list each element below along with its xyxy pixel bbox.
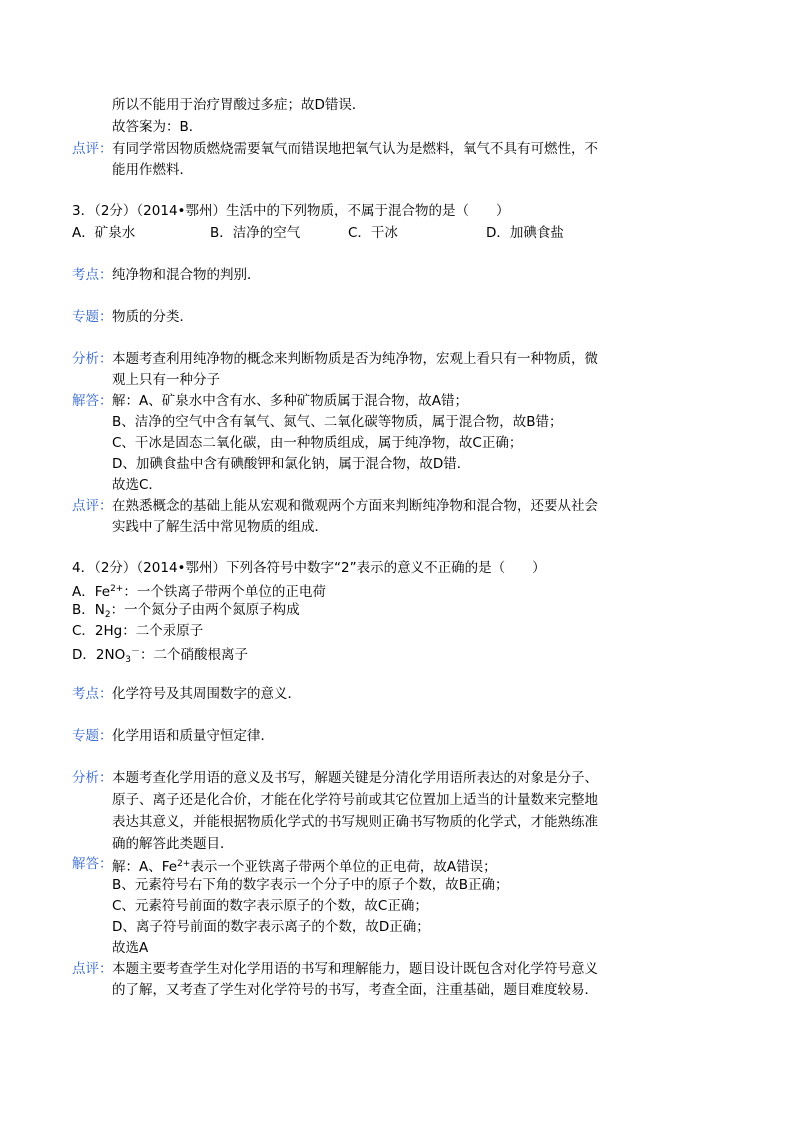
q3-jieda-line-5: 故选C． xyxy=(112,477,162,493)
analysis-tail: 所以不能用于治疗胃酸过多症；故D错误． xyxy=(112,97,366,113)
q3-dianping-line-1: 在熟悉概念的基础上能从宏观和微观两个方面来判断纯净物和混合物，还要从社会 xyxy=(112,498,598,514)
q4-zhuanti: 化学用语和质量守恒定律． xyxy=(112,728,274,744)
q4-option-c: C．2Hg：二个汞原子 xyxy=(72,623,204,639)
q4-option-b-subscript: 2 xyxy=(104,610,111,620)
q4-fenxi-line-4: 确的解答此类题目． xyxy=(112,836,234,852)
q3-jieda-line-1: 解：A、矿泉水中含有水、多种矿物质属于混合物，故A错； xyxy=(112,393,468,409)
q3-option-c: C．干冰 xyxy=(348,225,398,241)
q4-jieda-line-2: B、元素符号右下角的数字表示一个分子中的原子个数，故B正确； xyxy=(112,877,509,893)
comment-line-1: 有同学常因物质燃烧需要氧气而错误地把氧气认为是燃料，氧气不具有可燃性，不 xyxy=(112,141,598,157)
q3-jieda-label: 解答： xyxy=(72,393,113,409)
comment-label: 点评： xyxy=(72,141,113,157)
q3-dianping-label: 点评： xyxy=(72,498,113,514)
q3-zhuanti-label: 专题： xyxy=(72,309,113,325)
q4-option-d-text: ：二个硝酸根离子 xyxy=(139,647,248,663)
q4-option-a-text: ：一个铁离子带两个单位的正电荷 xyxy=(123,584,326,600)
q3-zhuanti: 物质的分类． xyxy=(112,309,193,325)
q4-dianping-line-2: 的了解，又考查了学生对化学符号的书写，考查全面，注重基础，题目难度较易． xyxy=(112,982,598,998)
answer-line: 故答案为：B． xyxy=(112,119,203,135)
q3-option-d: D．加碘食盐 xyxy=(486,225,564,241)
q4-jieda-line-1-charge: 2+ xyxy=(177,859,191,869)
q4-option-a-formula: A．Fe xyxy=(72,584,111,600)
q4-jieda-line-3: C、元素符号前面的数字表示原子的个数，故C正确； xyxy=(112,898,428,914)
q4-dianping-label: 点评： xyxy=(72,961,113,977)
q4-jieda-line-1-text: 表示一个亚铁离子带两个单位的正电荷，故A错误； xyxy=(190,859,497,875)
q3-jieda-line-3: C、干冰是固态二氧化碳，由一种物质组成，属于纯净物，故C正确； xyxy=(112,435,523,451)
q4-zhuanti-label: 专题： xyxy=(72,728,113,744)
q4-stem: 4．（2分）（2014•鄂州）下列各符号中数字“2”表示的意义不正确的是（ ） xyxy=(72,560,546,576)
q3-option-a: A．矿泉水 xyxy=(72,225,136,241)
q4-option-d-formula: D．2NO xyxy=(72,647,126,663)
q4-kaodian: 化学符号及其周围数字的意义． xyxy=(112,686,301,702)
q4-option-d-charge: － xyxy=(130,647,140,657)
q4-option-d xyxy=(72,642,248,670)
q4-option-a-charge: 2+ xyxy=(110,584,124,594)
comment-line-2: 能用作燃料． xyxy=(112,162,193,178)
q4-option-d-subscript: 3 xyxy=(125,655,131,665)
q4-jieda-line-1 xyxy=(112,854,497,877)
q3-kaodian: 纯净物和混合物的判别． xyxy=(112,267,261,283)
q4-option-b-text: ：一个氮分子由两个氮原子构成 xyxy=(110,602,300,618)
q3-fenxi-line-1: 本题考查利用纯净物的概念来判断物质是否为纯净物，宏观上看只有一种物质，微 xyxy=(112,351,598,367)
q3-kaodian-label: 考点： xyxy=(72,267,113,283)
q4-fenxi-line-3: 表达其意义，并能根据物质化学式的书写规则正确书写物质的化学式，才能熟练准 xyxy=(112,814,598,830)
q3-jieda-line-2: B、洁净的空气中含有氧气、氮气、二氧化碳等物质，属于混合物，故B错； xyxy=(112,414,563,430)
q4-option-a xyxy=(72,579,326,602)
q4-option-b-formula: B．N xyxy=(72,602,105,618)
q3-stem: 3．（2分）（2014•鄂州）生活中的下列物质，不属于混合物的是（ ） xyxy=(72,203,510,219)
q3-fenxi-label: 分析： xyxy=(72,351,113,367)
q4-jieda-line-5: 故选A xyxy=(112,940,149,956)
q4-fenxi-line-1: 本题考查化学用语的意义及书写，解题关键是分清化学用语所表达的对象是分子、 xyxy=(112,770,598,786)
q3-fenxi-line-2: 观上只有一种分子 xyxy=(112,372,220,388)
q4-jieda-line-4: D、离子符号前面的数字表示离子的个数，故D正确； xyxy=(112,919,430,935)
q4-dianping-line-1: 本题主要考查学生对化学用语的书写和理解能力，题目设计既包含对化学符号意义 xyxy=(112,961,598,977)
q3-dianping-line-2: 实践中了解生活中常见物质的组成． xyxy=(112,519,328,535)
q4-fenxi-line-2: 原子、离子还是化合价，才能在化学符号前或其它位置加上适当的计量数来完整地 xyxy=(112,792,598,808)
q4-jieda-label: 解答： xyxy=(72,856,113,872)
q4-jieda-line-1-prefix: 解：A、Fe xyxy=(112,859,178,875)
q3-option-b: B．洁净的空气 xyxy=(210,225,301,241)
q4-kaodian-label: 考点： xyxy=(72,686,113,702)
q4-fenxi-label: 分析： xyxy=(72,770,113,786)
q3-jieda-line-4: D、加碘食盐中含有碘酸钾和氯化钠，属于混合物，故D错． xyxy=(112,456,471,472)
